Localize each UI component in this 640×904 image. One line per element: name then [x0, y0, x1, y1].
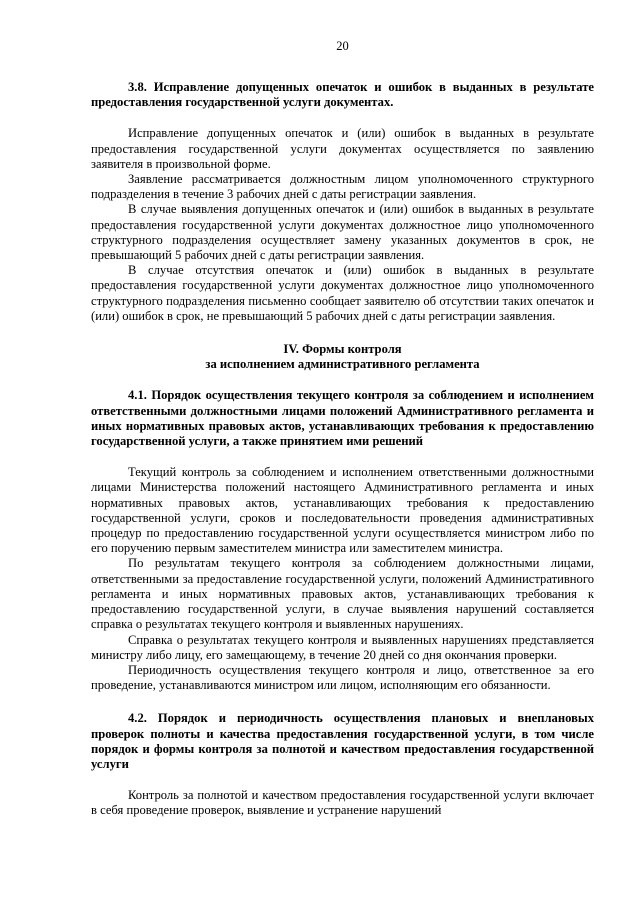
paragraph: В случае выявления допущенных опечаток и (или) ошибок в выданных в результате предоставления государственной услуги документах должностное лицо уполномоченного структурного подразделения осуществляет замену указанных документов в срок, не превышающий 5 рабочих дней с даты регистрации заявления. — [91, 202, 594, 263]
section-4-title: IV. Формы контроля — [283, 342, 402, 357]
section-3-8-heading: 3.8. Исправление допущенных опечаток и ошибок в выданных в результате предоставления государственной услуги документах. — [91, 80, 594, 110]
paragraph: Исправление допущенных опечаток и (или) ошибок в выданных в результате предоставления государственной услуги документах осуществляется по заявлению заявителя в произвольной форме. — [91, 126, 594, 171]
paragraph: Заявление рассматривается должностным лицом уполномоченного структурного подразделения в течение 3 рабочих дней с даты регистрации заявления. — [91, 172, 594, 202]
paragraph: По результатам текущего контроля за соблюдением должностными лицами, ответственными за предоставление государственной услуги, положений Административного регламента и иных нормативных правовых актов, устанавливающих требования к предоставлению государственной услуги, в случае выявления нарушений составляется справка о результатах текущего контроля и выявленных нарушениях. — [91, 556, 594, 632]
paragraph: Контроль за полнотой и качеством предоставления государственной услуги включает в себя проведение проверок, выявление и устранение нарушений — [91, 788, 594, 818]
section-4-subtitle: за исполнением административного регламента — [205, 357, 480, 372]
paragraph: Текущий контроль за соблюдением и исполнением ответственными должностными лицами Министерства положений настоящего Административного регламента и иных нормативных правовых актов, устанавливающих требования к предоставлению государственной услуги, сроков и последовательности проведения административных процедур по предоставлению государственной услуги осуществляется министром либо по его поручению первым заместителем министра или заместителем министра. — [91, 465, 594, 556]
section-4-2-heading: 4.2. Порядок и периодичность осуществления плановых и внеплановых проверок полноты и качества предоставления государственной услуги, в том числе порядок и формы контроля за полнотой и качеством предоставления государственной услуги — [91, 711, 594, 771]
section-4-1-heading: 4.1. Порядок осуществления текущего контроля за соблюдением и исполнением ответственными должностными лицами положений Административного регламента и иных нормативных правовых актов, устанавливающих требования к предоставлению государственной услуги, а также принятием ими решений — [91, 388, 594, 449]
page-number: 20 — [336, 39, 349, 53]
paragraph: Справка о результатах текущего контроля и выявленных нарушениях представляется министру либо лицу, его замещающему, в течение 20 дней со дня окончания проверки. — [91, 632, 594, 662]
document-page — [91, 38, 594, 819]
paragraph: Периодичность осуществления текущего контроля и лицо, ответственное за его проведение, устанавливаются министром или лицом, исполняющим его обязанности. — [91, 662, 594, 693]
paragraph: В случае отсутствия опечаток и (или) ошибок в выданных в результате предоставления государственной услуги документах должностное лицо уполномоченного структурного подразделения письменно сообщает заявителю об отсутствии таких опечаток и (или) ошибок в срок, не превышающий 5 рабочих дней с даты регистрации заявления. — [91, 263, 594, 323]
